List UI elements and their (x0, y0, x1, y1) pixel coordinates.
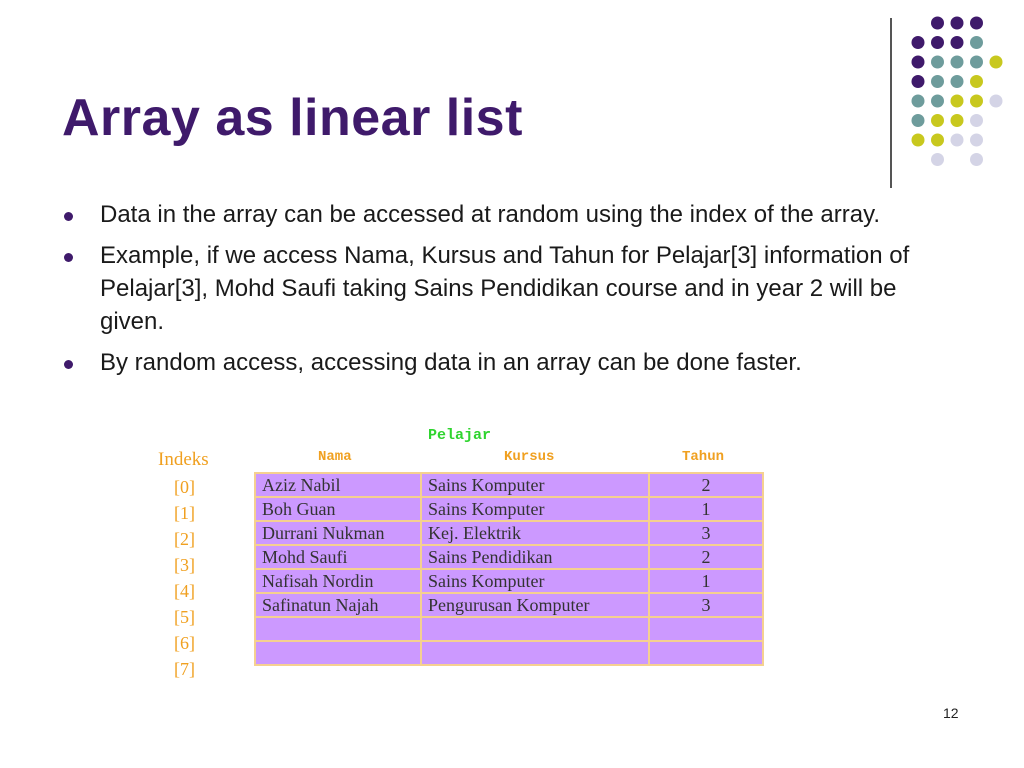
cell-kursus: Sains Pendidikan (421, 545, 649, 569)
table-row (255, 521, 763, 545)
decorative-dot (912, 75, 925, 88)
decorative-dot (951, 75, 964, 88)
decorative-dot (912, 95, 925, 108)
cell-tahun: 1 (649, 569, 763, 593)
cell-nama: Safinatun Najah (255, 593, 421, 617)
cell-tahun (649, 641, 763, 665)
cell-kursus: Sains Komputer (421, 497, 649, 521)
bullet-item: Data in the array can be accessed at random using the index of the array. (62, 198, 962, 231)
table-row (255, 617, 763, 641)
bullet-item: Example, if we access Nama, Kursus and Tahun for Pelajar[3] information of Pelajar[3], Mohd Saufi taking Sains Pendidikan course and in year 2 will be given. (62, 239, 962, 338)
cell-nama: Nafisah Nordin (255, 569, 421, 593)
cell-nama: Boh Guan (255, 497, 421, 521)
cell-kursus: Kej. Elektrik (421, 521, 649, 545)
cell-kursus (421, 617, 649, 641)
decorative-dot (970, 36, 983, 49)
cell-tahun (649, 617, 763, 641)
index-label: [3] (174, 555, 195, 575)
cell-kursus: Pengurusan Komputer (421, 593, 649, 617)
column-header-nama: Nama (318, 449, 352, 465)
decorative-dot (970, 134, 983, 147)
decorative-dot (970, 95, 983, 108)
decorative-dot (990, 56, 1003, 69)
table-row (255, 569, 763, 593)
decorative-dot (931, 17, 944, 30)
index-header: Indeks (158, 449, 209, 470)
bullet-icon (64, 212, 73, 221)
decorative-dot (912, 134, 925, 147)
index-label: [5] (174, 607, 195, 627)
index-label: [2] (174, 529, 195, 549)
decorative-dot (970, 17, 983, 30)
decorative-dot (931, 114, 944, 127)
bullet-item: By random access, accessing data in an array can be done faster. (62, 346, 962, 379)
decorative-dot (970, 75, 983, 88)
decorative-dot (931, 56, 944, 69)
bullet-icon (64, 360, 73, 369)
decorative-dot (951, 114, 964, 127)
cell-kursus: Sains Komputer (421, 569, 649, 593)
title-divider-line (890, 18, 892, 188)
table-row (255, 473, 763, 497)
cell-nama (255, 641, 421, 665)
pelajar-array-table (254, 472, 764, 666)
table-row (255, 593, 763, 617)
decorative-dot (990, 95, 1003, 108)
slide-title: Array as linear list (62, 89, 523, 147)
array-name-label: Pelajar (428, 427, 492, 444)
decorative-dot (951, 95, 964, 108)
cell-nama (255, 617, 421, 641)
decorative-dot (970, 114, 983, 127)
decorative-dot (951, 134, 964, 147)
index-label: [6] (174, 633, 195, 653)
cell-tahun: 3 (649, 593, 763, 617)
index-label: [1] (174, 503, 195, 523)
decorative-dot (970, 153, 983, 166)
cell-kursus (421, 641, 649, 665)
cell-nama: Aziz Nabil (255, 473, 421, 497)
table-row (255, 545, 763, 569)
index-label: [7] (174, 659, 195, 679)
cell-nama: Mohd Saufi (255, 545, 421, 569)
decorative-dot (912, 114, 925, 127)
decorative-dot (951, 56, 964, 69)
decorative-dot (931, 134, 944, 147)
cell-kursus: Sains Komputer (421, 473, 649, 497)
page-number: 12 (943, 705, 959, 721)
column-header-tahun: Tahun (682, 449, 725, 465)
decorative-dot (931, 75, 944, 88)
decorative-dot (951, 36, 964, 49)
decorative-dot (931, 36, 944, 49)
decorative-dot (951, 17, 964, 30)
cell-nama: Durrani Nukman (255, 521, 421, 545)
cell-tahun: 2 (649, 545, 763, 569)
cell-tahun: 3 (649, 521, 763, 545)
decorative-dot (970, 56, 983, 69)
cell-tahun: 1 (649, 497, 763, 521)
bullet-icon (64, 253, 73, 262)
decorative-dot (912, 56, 925, 69)
table-row (255, 497, 763, 521)
decorative-dot (912, 36, 925, 49)
cell-tahun: 2 (649, 473, 763, 497)
index-label: [4] (174, 581, 195, 601)
decorative-dot (931, 95, 944, 108)
index-label: [0] (174, 477, 195, 497)
table-row (255, 641, 763, 665)
decorative-dot (931, 153, 944, 166)
bullet-list (62, 198, 962, 387)
column-header-kursus: Kursus (504, 449, 555, 465)
